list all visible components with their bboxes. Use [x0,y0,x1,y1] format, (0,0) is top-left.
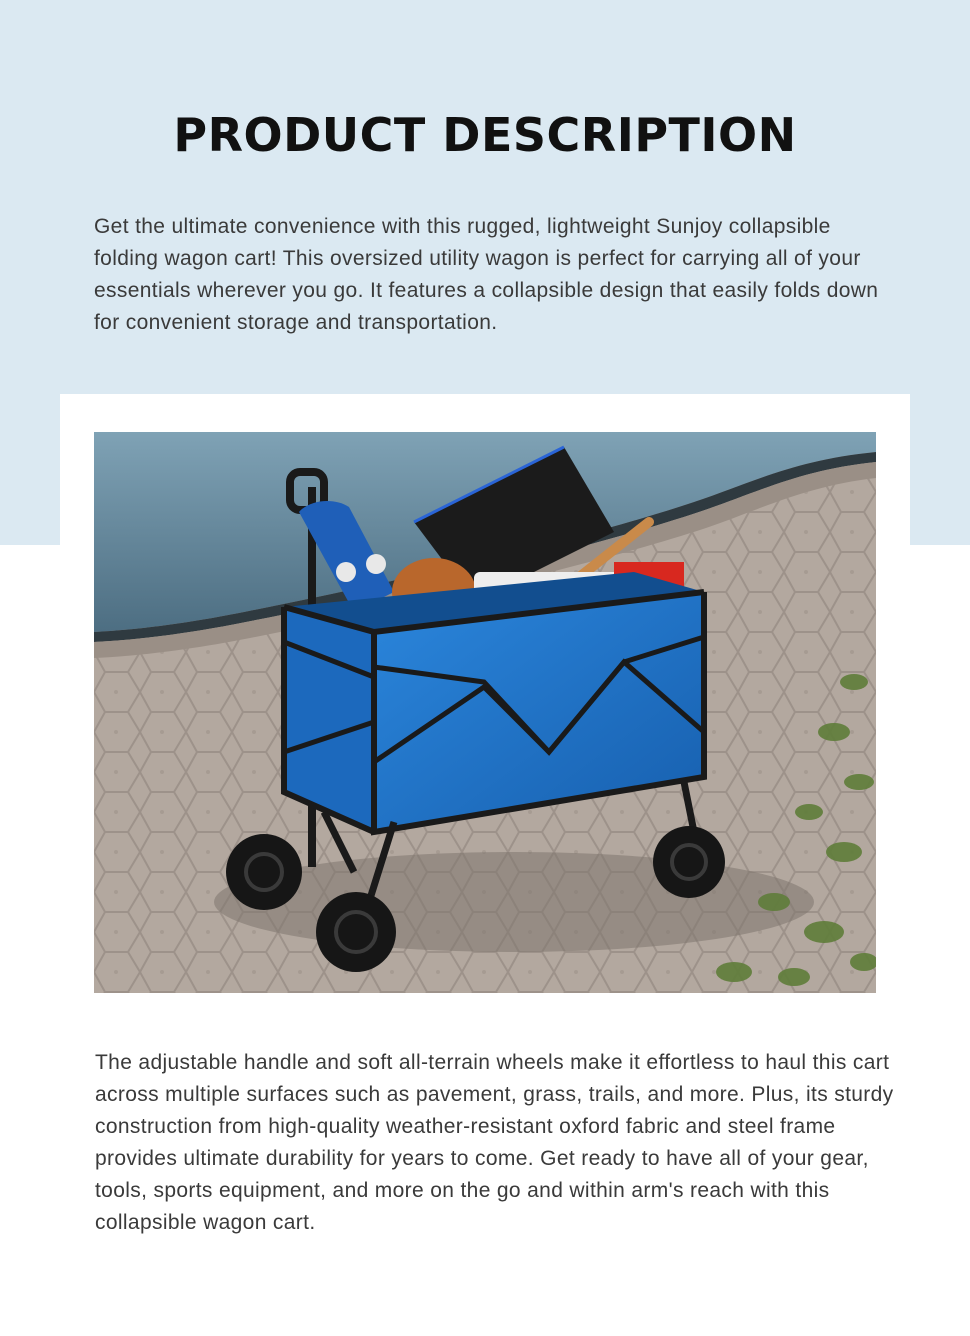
body-paragraph: The adjustable handle and soft all-terrain wheels make it effortless to haul this cart across multiple surfaces such as pavement, grass, trails, and more. Plus, its sturdy construction from high-quality weather-resistant oxford fabric and steel frame provides ultimate durability for years to come. Get ready to have all of your gear, tools, sports equipment, and more on the go and within arm's reach with this collapsible wagon cart. [95,1051,894,1234]
product-photo-card [60,394,910,1014]
wagon-cart-image [94,432,876,993]
page-title: PRODUCT DESCRIPTION [173,108,797,162]
intro-paragraph: Get the ultimate convenience with this rugged, lightweight Sunjoy collapsible folding wagon cart! This oversized utility wagon is perfect for carrying all of your essentials wherever you go. It features a collapsible design that easily folds down for convenient storage and transportation. [94,215,879,334]
product-photo [94,432,876,993]
